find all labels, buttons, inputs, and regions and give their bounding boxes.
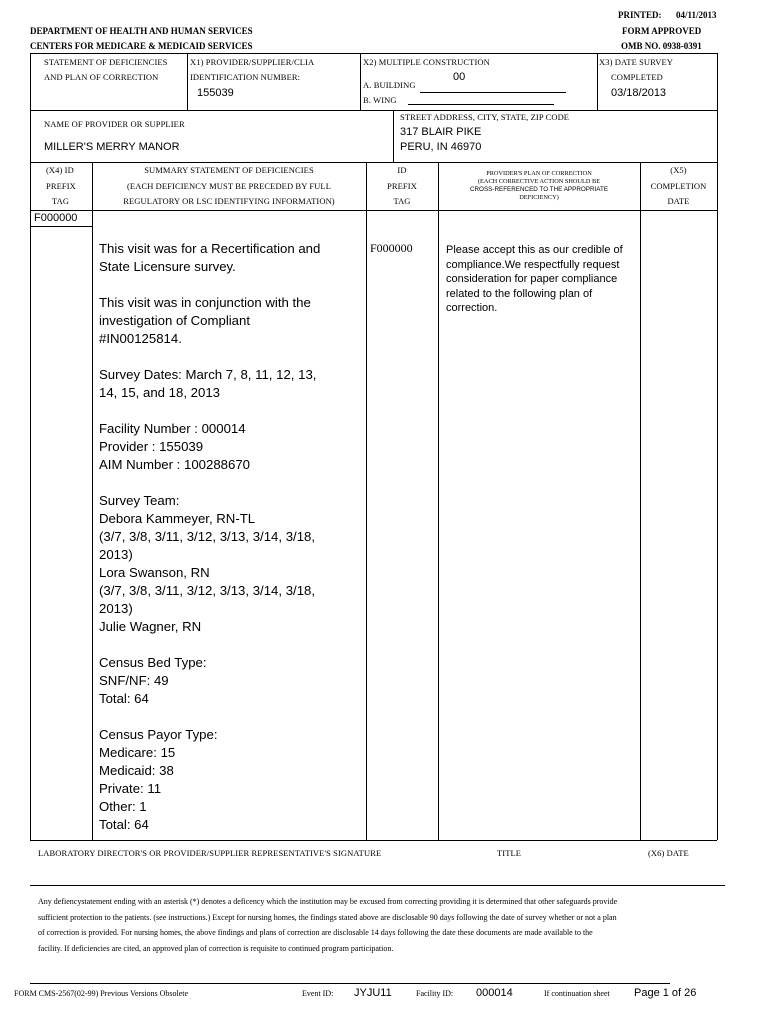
form-approved: FORM APPROVED [622,26,702,36]
provider-id-value: 155039 [197,87,234,99]
plan-header-3: CROSS-REFERENCED TO THE APPROPRIATE [469,186,609,193]
x5-header-3: DATE [667,196,690,206]
summary-header-2: (EACH DEFICIENCY MUST BE PRECEDED BY FULL [126,181,332,191]
construction-value: 00 [453,71,466,83]
signature-divider [30,885,725,886]
provider-name-value: MILLER'S MERRY MANOR [44,141,180,153]
survey-date-value: 03/18/2013 [611,87,667,99]
id-header-2: PREFIX [387,181,417,191]
plan-header-1: PROVIDER'S PLAN OF CORRECTION [486,170,592,177]
body-bottom-border [30,840,717,841]
title-label: TITLE [497,848,522,858]
street-value: 317 BLAIR PIKE [400,126,482,138]
summary-header-1: SUMMARY STATEMENT OF DEFICIENCIES [144,165,314,175]
id-header-1: ID [397,165,407,175]
summary-header-3: REGULATORY OR LSC IDENTIFYING INFORMATION) [123,196,335,206]
x4-header-1: (X4) ID [46,165,74,175]
tag-left: F000000 [34,212,78,224]
footer-divider [30,983,670,984]
form-number: FORM CMS-2567(02-99) Previous Versions Obsolete [14,989,189,998]
x5-header-2: COMPLETION [650,181,707,191]
tag-left-underline [30,226,92,227]
continuation-label: If continuation sheet [544,989,610,998]
plan-of-correction: Please accept this as our credible of compliance.We respectfully request consideration for paper compliance related to the following plan of correction. [446,244,623,315]
address-label: STREET ADDRESS, CITY, STATE, ZIP CODE [400,112,570,122]
top-border [30,53,717,54]
facility-id-label: Facility ID: [416,989,454,998]
tag-right: F000000 [370,241,413,255]
x2-label: X2) MULTIPLE CONSTRUCTION [363,57,490,67]
plan-header-4: DEFICIENCY) [519,194,559,201]
statement-label-2: AND PLAN OF CORRECTION [44,72,159,82]
left-border [30,53,31,840]
printed-label: PRINTED: [618,10,662,20]
x4-header-2: PREFIX [46,181,76,191]
col-divider-address [393,110,394,162]
event-id-value: JYJU11 [354,987,392,999]
city-value: PERU, IN 46970 [400,141,482,153]
provider-name-label: NAME OF PROVIDER OR SUPPLIER [44,119,185,129]
disclaimer-text: Any defiencystatement ending with an asterisk (*) denotes a deficency which the institution may be excused from correcting providing it is determined that other safeguards provide sufficient protection to the patients. (see instructions.) Except for nursing homes, the findings stated above are disclosable 90 days following the date of survey whether or not a plan of correction is provided. For nursing homes, the above findings and plans of correction are disclosable 14 days following the date these documents are made available to the facility. If deficiencies are cited, an approved plan of correction is requisite to continued program participation. [38,897,618,953]
col-divider-summary [366,162,367,840]
statement-label-1: STATEMENT OF DEFICIENCIES [44,57,168,67]
event-id-label: Event ID: [302,989,334,998]
x3-label-1: X3) DATE SURVEY [599,57,674,67]
id-header-3: TAG [393,196,411,206]
building-underline [420,92,566,93]
col-divider-x2 [360,53,361,110]
x6-date-label: (X6) DATE [648,848,689,858]
col-divider-x1 [187,53,188,110]
centers-name: CENTERS FOR MEDICARE & MEDICAID SERVICES [30,41,253,51]
printed-date: 04/11/2013 [676,10,717,20]
wing-underline [408,104,554,105]
x1-label-1: X1) PROVIDER/SUPPLIER/CLIA [190,57,315,67]
row1-bottom-border [30,110,717,111]
header-row-bottom-border [30,210,717,211]
page-number: Page 1 of 26 [634,987,697,999]
x4-header-3: TAG [52,196,70,206]
x5-header-1: (X5) [670,165,687,175]
omb-number: OMB NO. 0938-0391 [621,41,702,51]
building-label: A. BUILDING [363,80,416,90]
right-border [717,53,718,840]
facility-id-value: 000014 [476,987,513,999]
department-name: DEPARTMENT OF HEALTH AND HUMAN SERVICES [30,26,253,36]
x3-label-2: COMPLETED [611,72,663,82]
x1-label-2: IDENTIFICATION NUMBER: [190,72,301,82]
plan-header-2: (EACH CORRECTIVE ACTION SHOULD BE [477,178,601,185]
wing-label: B. WING [363,95,397,105]
col-divider-x4 [92,162,93,840]
col-divider-x3 [597,53,598,110]
row2-bottom-border [30,162,717,163]
summary-statement: This visit was for a Recertification and State Licensure survey. This visit was in conjunction with the investigation of Compliant #IN00125814. Survey Dates: March 7, 8, 11, 12, 13, 14, 15, and 18, 2013 Facility Number : 000014 Provider : 155039 AIM Number : 100288670 Survey Team: Debora Kammeyer, RN-TL (3/7, 3/8, 3/11, 3/12, 3/13, 3/14, 3/18, 2013) Lora Swanson, RN (3/7, 3/8, 3/11, 3/12, 3/13, 3/14, 3/18, 2013) Julie Wagner, RN Census Bed Type: SNF/NF: 49 Total: 64 Census Payor Type: Medicare: 15 Medicaid: 38 Private: 11 Other: 1 Total: 64 [99,241,321,832]
col-divider-id [438,162,439,840]
col-divider-plan [640,162,641,840]
director-signature-label: LABORATORY DIRECTOR'S OR PROVIDER/SUPPLIER REPRESENTATIVE'S SIGNATURE [38,848,382,858]
